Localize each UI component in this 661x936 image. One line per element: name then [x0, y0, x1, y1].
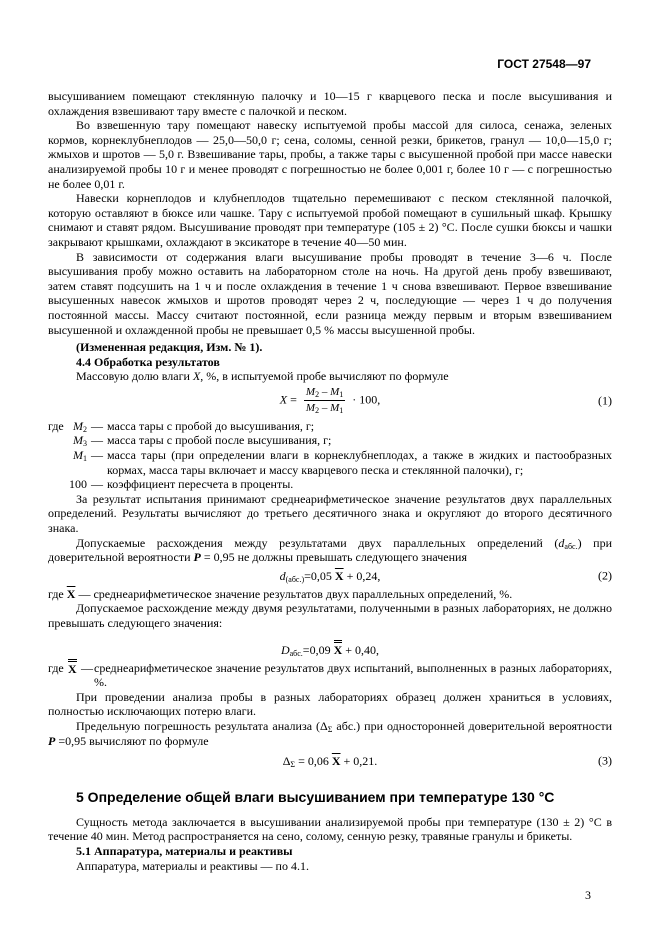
- definition-symbol: $M_3$: [73, 433, 87, 449]
- formula-variable: X: [279, 392, 288, 407]
- paragraph: При проведении анализа пробы в разных лабораториях образец должен храниться в условиях, полностью исключающих потерю влаги.: [48, 689, 612, 719]
- paragraph: Навески корнеплодов и клубнеплодов тщательно перемешивают с песком стеклянной палочкой, которую оставляют в бюксе или чашке. Тару с испытуемой пробой помещают в сушильный шкаф. Крышку снимают и ставят рядом. Высушивание проводят при температуре (105 ± 2) °С. После сушки бюксы и чашки закрывают крышками, охлаждают в эксикаторе в течение 40—50 мин.: [48, 191, 612, 249]
- dash: —: [91, 477, 103, 492]
- variable: X: [192, 369, 201, 384]
- definition-item: где X — среднеарифметическое значение результатов двух испытаний, выполненных в разных лабораториях, %.: [48, 660, 612, 690]
- definition-item: [48, 477, 612, 492]
- definition-text: среднеарифметическое значение результатов двух испытаний, выполненных в разных лабораториях, %.: [94, 660, 612, 690]
- definition-item: [48, 433, 612, 448]
- formula-variable: M: [330, 386, 340, 399]
- paragraph: Допускаемые расхождения между результатами двух параллельных определений $(d_{абс.})$ при доверительной вероятности P = 0,95 не должны превышать следующего значения: [48, 535, 612, 565]
- amendment-note: (Измененная редакция, Изм. № 1).: [76, 340, 263, 355]
- paragraph: За результат испытания принимают среднеарифметическое значение результатов двух параллельных определений. Результаты вычисляют до третьего десятичного знака и округляют до второго десятичного знака.: [48, 491, 612, 536]
- text-span: Массовую долю влаги: [76, 369, 193, 384]
- paragraph: Допускаемое расхождение между двумя результатами, полученными в разных лабораториях, не должно превышать следующего значения:: [48, 601, 612, 630]
- subscript: 2: [315, 390, 320, 400]
- formula-2: [48, 565, 612, 587]
- definition-line: где $\overline{X}$ — среднеарифметическое значение результатов двух параллельных определений, %.: [48, 586, 513, 601]
- formula-variable: M: [305, 402, 316, 415]
- page-content: [48, 89, 612, 873]
- dash: —: [91, 433, 103, 448]
- formula-variable: M: [330, 402, 340, 415]
- formula-2-expression: $d_{(абс.)}=0,05$ $\overline{X} + 0,24$,: [279, 568, 381, 584]
- formula-1-expression: X = $\frac{M_2 - M_1}{M_2 - M_1}$ · 100,: [279, 386, 381, 416]
- section-5-heading: 5 Определение общей влаги высушиванием при температуре 130 °С: [76, 789, 555, 806]
- formula-number: (3): [598, 753, 612, 768]
- fraction: [304, 386, 345, 415]
- definition-item: [48, 448, 612, 477]
- formula-number: (2): [598, 568, 612, 583]
- text-span: , %, в испытуемой пробе вычисляют по формуле: [200, 369, 449, 384]
- paragraph: Во взвешенную тару помещают навеску испытуемой пробы массой для силоса, сенажа, зеленых кормов, корнеклубнеплодов — 25,0—50,0 г; сена, соломы, сенной резки, брикетов, гранул — 10,0—15,0 г; жмыхов и шротов — 5,0 г. Взвешивание тары, пробы, а также тары с высушенной пробой при массе навески анализируемой пробы 10 г и менее проводят с погрешностью не более 0,001 г, более 10 г — с погрешностью не более 0,01 г.: [48, 118, 612, 191]
- definition-text: коэффициент пересчета в проценты.: [107, 477, 294, 492]
- definition-text: масса тары (при определении влаги в корнеклубнеплодах, а также в жидких и пастообразных кормах, масса тары включает и массу кварцевого песка и стеклянной палочки), г;: [107, 448, 612, 477]
- formula-3: [48, 639, 612, 661]
- definition-text: масса тары с пробой до высушивания, г;: [107, 418, 315, 433]
- where-label: где: [48, 660, 64, 675]
- paragraph: высушиванием помещают стеклянную палочку и 10—15 г кварцевого песка и после высушивания и охлаждения взвешивают тару вместе с палочкой и песком.: [48, 89, 612, 118]
- dash: —: [91, 418, 103, 433]
- standard-code-header: ГОСТ 27548—97: [497, 57, 591, 71]
- section-5-1-title: 5.1 Аппаратура, материалы и реактивы: [76, 843, 293, 858]
- dash: —: [91, 448, 103, 463]
- definition-symbol: 100: [69, 477, 87, 492]
- formula-3-expression: $D_{абс.}=0,09$ X + 0,40,: [280, 642, 380, 658]
- formula-factor: · 100,: [352, 392, 381, 407]
- where-label: где: [48, 418, 64, 433]
- definition-item: [48, 419, 612, 434]
- formula-4: [48, 750, 612, 772]
- subscript: 2: [315, 406, 320, 416]
- formula-4-expression: $\Delta_\Sigma = 0,06$ $\overline{X} + 0,21$.: [282, 753, 378, 769]
- formula-1: [48, 384, 612, 418]
- section-4-4-title: 4.4 Обработка результатов: [76, 354, 220, 369]
- subscript: 1: [339, 406, 344, 416]
- paragraph: Предельную погрешность результата анализа ($\Delta_\Sigma$ абс.) при односторонней доверительной вероятности P =0,95 вычисляют по формуле: [48, 718, 613, 748]
- fraction-denominator: $M_2 - M_1$: [305, 402, 344, 416]
- paragraph: [48, 369, 612, 384]
- definitions-list: [48, 419, 612, 492]
- definition-symbol: $M_1$: [73, 448, 87, 464]
- formula-number: (1): [598, 393, 612, 408]
- definition-symbol: $M_2$: [73, 418, 87, 434]
- definition-text: масса тары с пробой после высушивания, г;: [107, 433, 332, 448]
- paragraph: Аппаратура, материалы и реактивы — по 4.1.: [76, 858, 309, 873]
- page-number: 3: [585, 888, 591, 902]
- subscript: 1: [339, 390, 344, 400]
- fraction-numerator: $M_2 - M_1$: [305, 386, 344, 400]
- formula-variable: M: [305, 386, 316, 399]
- paragraph: В зависимости от содержания влаги высушивание пробы проводят в течение 3—6 ч. После высушивания пробу можно оставить на лабораторном столе на ночь. На другой день пробу взвешивают, затем ставят подсушить на 1 ч и после охлаждения в течение 1 ч снова взвешивают. Первое взвешивание высушенных навесок жмыхов и шротов проводят через 2 ч, последующие — через 1 ч до получения постоянной массы. Массу считают постоянной, если разница между первым и вторым взвешиванием высушенной и охлажденной пробы не превышает 0,5 % массы высушенной пробы.: [48, 249, 612, 337]
- paragraph: Сущность метода заключается в высушивании анализируемой пробы при температуре (130 ± 2) °С в течение 40 мин. Метод распространяется на сено, солому, сенную резку, травяные гранулы и брикеты.: [48, 814, 612, 844]
